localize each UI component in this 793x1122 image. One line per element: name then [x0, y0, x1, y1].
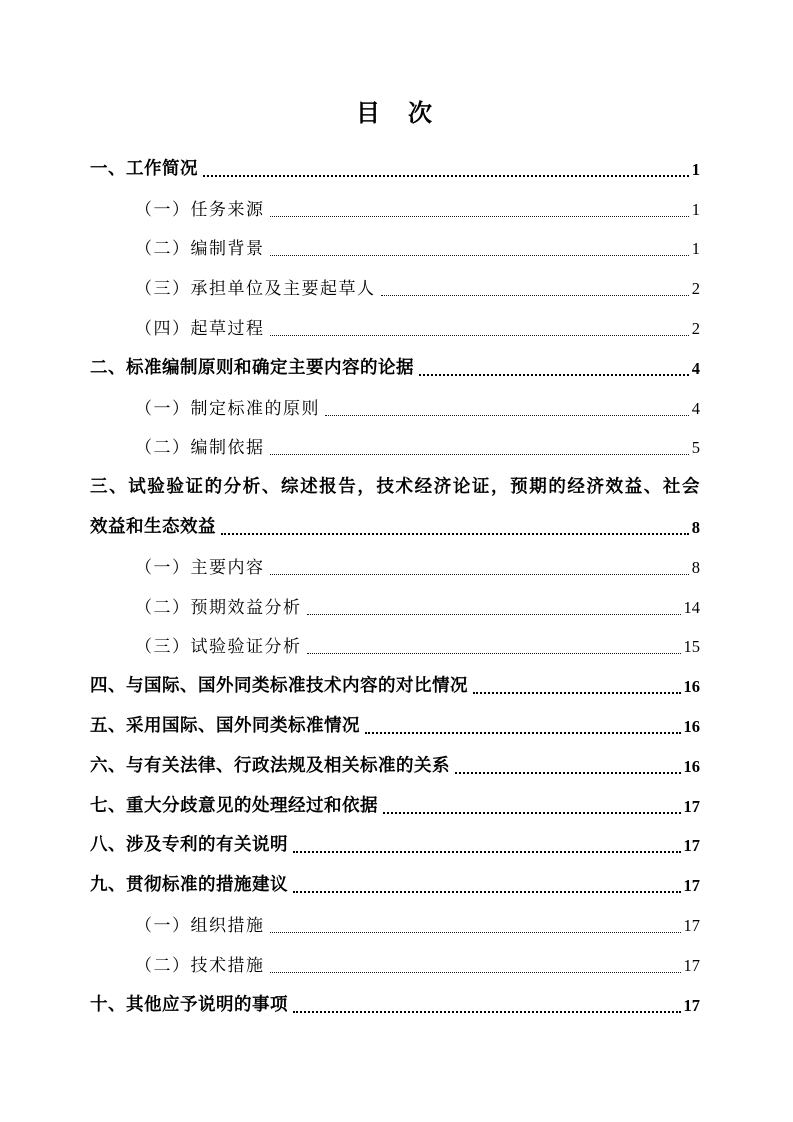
toc-entry[interactable]: [90, 264, 700, 304]
page-title: 目 次: [356, 100, 434, 127]
toc-entry-page: 8: [691, 557, 700, 577]
toc-entry[interactable]: [90, 503, 700, 543]
toc-entry-page: 4: [691, 398, 700, 418]
toc-entry-text: 四、与国际、国外同类标准技术内容的对比情况: [90, 675, 468, 696]
toc-entry-text: 一、工作简况: [90, 157, 198, 178]
dot-leader: [270, 932, 681, 933]
toc-entry[interactable]: [90, 941, 700, 981]
toc-entry-text: （一）主要内容: [135, 557, 265, 577]
toc-entry-page: 15: [683, 637, 700, 657]
toc-entry[interactable]: [90, 981, 700, 1021]
toc-entry-text: （二）预期效益分析: [135, 597, 302, 617]
dot-leader: [270, 454, 689, 455]
toc-entry-text: （二）技术措施: [135, 955, 265, 975]
toc-entry-page: 16: [683, 756, 700, 776]
toc-entry[interactable]: [90, 225, 700, 265]
toc-entry-page: 17: [683, 876, 700, 896]
toc-entry-page: 17: [683, 995, 700, 1015]
toc-entry-page: 17: [683, 915, 700, 935]
toc-entry-text: 三、试验验证的分析、综述报告，技术经济论证，预期的经济效益、社会: [90, 476, 700, 497]
table-of-contents: [90, 145, 700, 1021]
toc-entry-text: 十、其他应予说明的事项: [90, 993, 288, 1014]
toc-entry-text: （二）编制依据: [135, 438, 265, 458]
toc-entry-text: （三）试验验证分析: [135, 637, 302, 657]
dot-leader: [293, 851, 681, 853]
toc-entry[interactable]: [90, 424, 700, 464]
toc-entry-page: 16: [683, 677, 700, 697]
toc-entry[interactable]: [90, 782, 700, 822]
dot-leader: [455, 772, 681, 774]
dot-leader: [365, 732, 681, 734]
toc-entry-text: 六、与有关法律、行政法规及相关标准的关系: [90, 754, 450, 775]
toc-entry[interactable]: [90, 702, 700, 742]
dot-leader: [383, 812, 681, 814]
dot-leader: [270, 335, 689, 336]
dot-leader: [473, 692, 681, 694]
dot-leader: [221, 533, 689, 535]
toc-entry-page: 2: [691, 279, 700, 299]
toc-entry[interactable]: [90, 662, 700, 702]
toc-entry[interactable]: [90, 822, 700, 862]
toc-entry-page: 1: [691, 159, 700, 179]
dot-leader: [293, 1011, 681, 1013]
toc-entry[interactable]: [90, 463, 700, 503]
dot-leader: [325, 415, 689, 416]
toc-entry-text: 八、涉及专利的有关说明: [90, 834, 288, 855]
dot-leader: [270, 255, 689, 256]
toc-entry-page: 17: [683, 796, 700, 816]
toc-entry-text: （四）起草过程: [135, 318, 265, 338]
toc-entry-text: 二、标准编制原则和确定主要内容的论据: [90, 356, 414, 377]
dot-leader: [419, 374, 689, 376]
toc-entry[interactable]: [90, 583, 700, 623]
dot-leader: [307, 614, 681, 615]
toc-entry[interactable]: [90, 145, 700, 185]
toc-entry[interactable]: [90, 861, 700, 901]
toc-entry-page: 8: [691, 517, 700, 537]
toc-entry-text: 九、贯彻标准的措施建议: [90, 874, 288, 895]
toc-entry-text: （二）编制背景: [135, 239, 265, 259]
toc-entry-text: （一）任务来源: [135, 199, 265, 219]
dot-leader: [203, 175, 689, 177]
toc-entry-page: 2: [691, 318, 700, 338]
toc-entry[interactable]: [90, 304, 700, 344]
toc-entry-page: 1: [691, 199, 700, 219]
toc-entry-page: 5: [691, 438, 700, 458]
dot-leader: [381, 295, 689, 296]
toc-entry-page: 17: [683, 836, 700, 856]
toc-entry[interactable]: [90, 384, 700, 424]
dot-leader: [307, 653, 681, 654]
dot-leader: [270, 574, 689, 575]
toc-entry-page: 1: [691, 239, 700, 259]
dot-leader: [270, 972, 681, 973]
toc-entry[interactable]: [90, 543, 700, 583]
toc-entry-page: 4: [691, 358, 700, 378]
toc-entry-text: 效益和生态效益: [90, 515, 216, 536]
toc-entry-text: （三）承担单位及主要起草人: [135, 279, 376, 299]
toc-entry[interactable]: [90, 742, 700, 782]
toc-entry[interactable]: [90, 901, 700, 941]
dot-leader: [293, 891, 681, 893]
toc-entry-text: 五、采用国际、国外同类标准情况: [90, 714, 360, 735]
toc-entry-page: 14: [683, 597, 700, 617]
toc-entry-page: 16: [683, 716, 700, 736]
toc-entry[interactable]: [90, 344, 700, 384]
toc-entry-text: 七、重大分歧意见的处理经过和依据: [90, 794, 378, 815]
toc-entry[interactable]: [90, 623, 700, 663]
toc-entry-page: 17: [683, 955, 700, 975]
toc-entry[interactable]: [90, 185, 700, 225]
toc-entry-text: （一）制定标准的原则: [135, 398, 320, 418]
toc-entry-text: （一）组织措施: [135, 915, 265, 935]
dot-leader: [270, 216, 689, 217]
